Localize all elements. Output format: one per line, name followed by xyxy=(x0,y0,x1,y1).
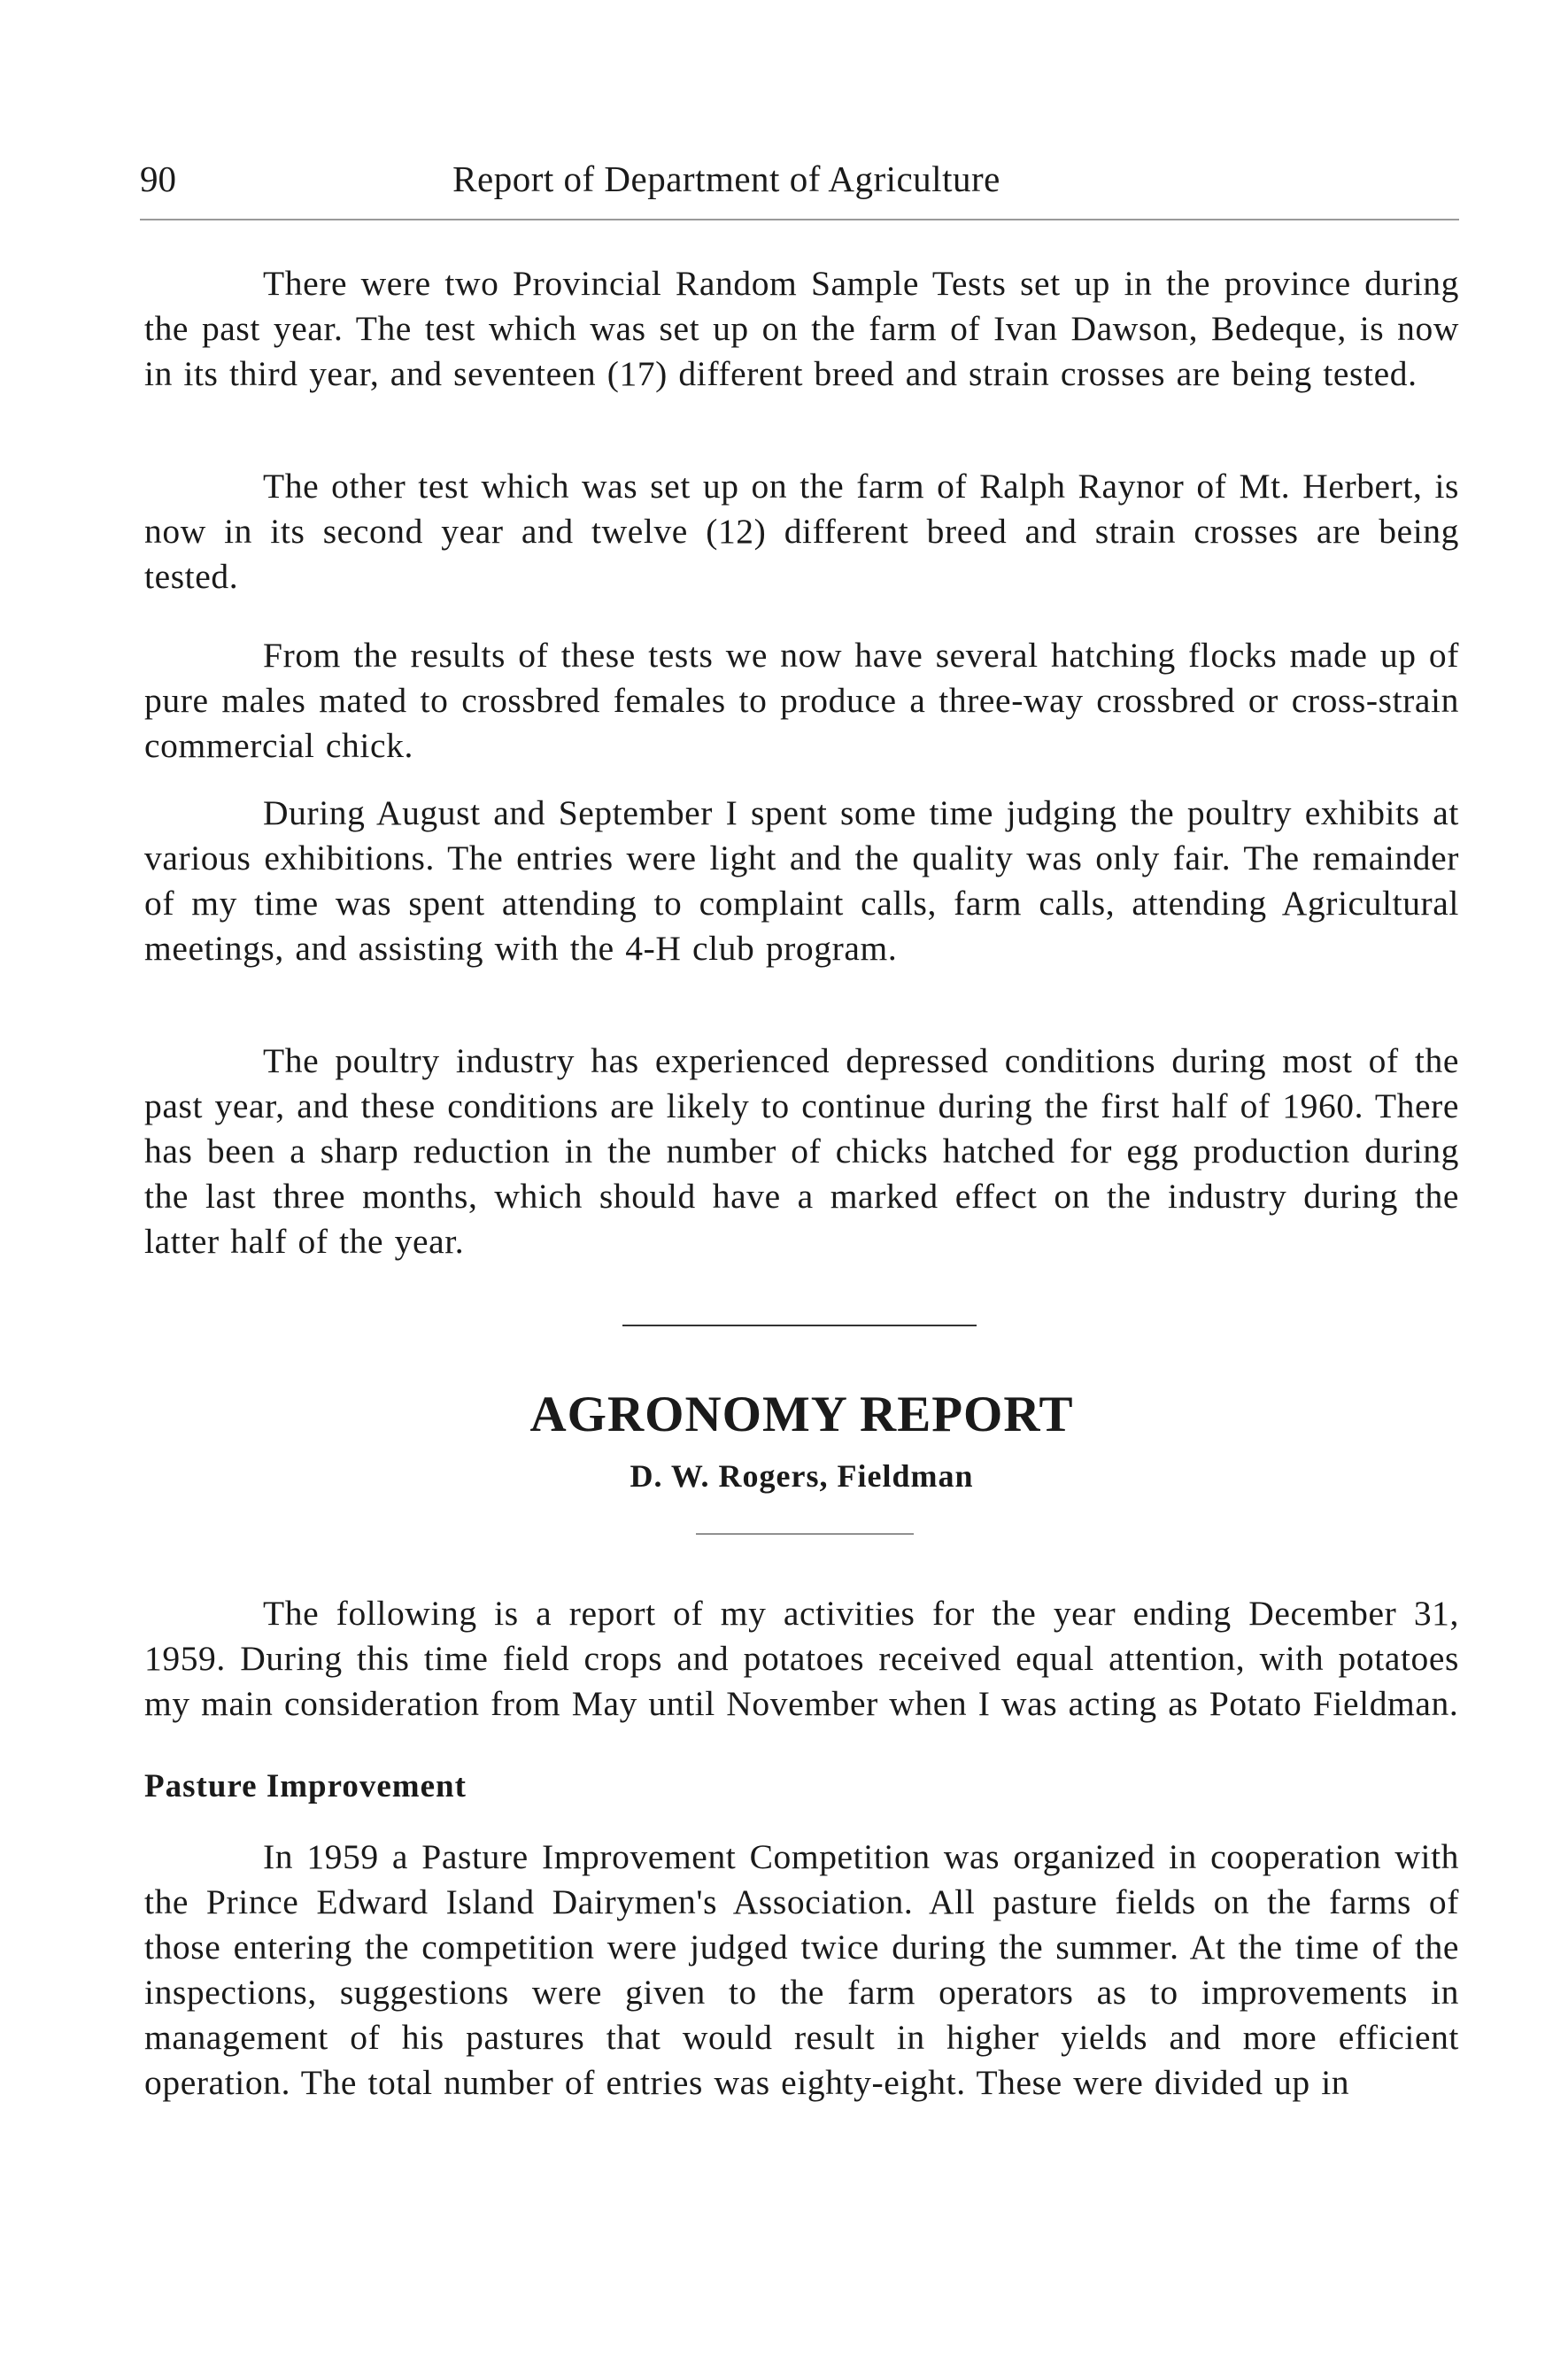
running-title: Report of Department of Agriculture xyxy=(452,158,1000,199)
section-byline: D. W. Rogers, Fieldman xyxy=(630,1458,974,1494)
paragraph-test-results: From the results of these tests we now have several hatching flocks made up of pure males mated to crossbred females to produce a three-way crossbred or cross-strain commercial chick. xyxy=(144,636,1459,765)
paragraph-random-sample-tests: There were two Provincial Random Sample Tests set up in the province during the past year. The test which was set up on the farm of Ivan Dawson, Bedeque, is now in its third year, and seventeen (17) different breed and strain crosses are being tested. xyxy=(144,264,1459,393)
section-title: AGRONOMY REPORT xyxy=(529,1387,1074,1442)
subhead-pasture-improvement: Pasture Improvement xyxy=(144,1768,467,1804)
paragraph-second-test: The other test which was set up on the farm of Ralph Raynor of Mt. Herbert, is now in its second year and twelve (12) different breed and strain crosses are being tested. xyxy=(144,467,1459,596)
page-number: 90 xyxy=(140,158,176,199)
paragraph-industry-outlook: The poultry industry has experienced depressed conditions during most of the past year, and these conditions are likely to continue during the first half of 1960. There has been a sharp reduction in the number of chicks hatched for egg production during the last three months, which should have a marked effect on the industry during the latter half of the year. xyxy=(144,1041,1459,1261)
paragraph-exhibitions: During August and September I spent some time judging the poultry exhibits at various exhibitions. The entries were light and the quality was only fair. The remainder of my time was spent attending to complaint calls, farm calls, attending Agricultural meetings, and assisting with the 4-H club program. xyxy=(144,793,1459,968)
paragraph-pasture-competition: In 1959 a Pasture Improvement Competition was organized in cooperation with the Prince Edward Island Dairymen's Association. All pasture fields on the farms of those entering the competition were judged twice during the summer. At the time of the inspections, suggestions were given to the farm operators as to improvements in management of his pastures that would result in higher yields and more efficient operation. The total number of entries was eighty-eight. These were divided up in xyxy=(144,1837,1459,2102)
header-rule xyxy=(140,219,1459,220)
running-head xyxy=(140,158,1459,211)
section-divider xyxy=(622,1325,977,1326)
paragraph-agronomy-intro: The following is a report of my activities for the year ending December 31, 1959. During this time field crops and potatoes received equal attention, with potatoes my main consideration from May until November when I was acting as Potato Fieldman. xyxy=(144,1594,1459,1723)
